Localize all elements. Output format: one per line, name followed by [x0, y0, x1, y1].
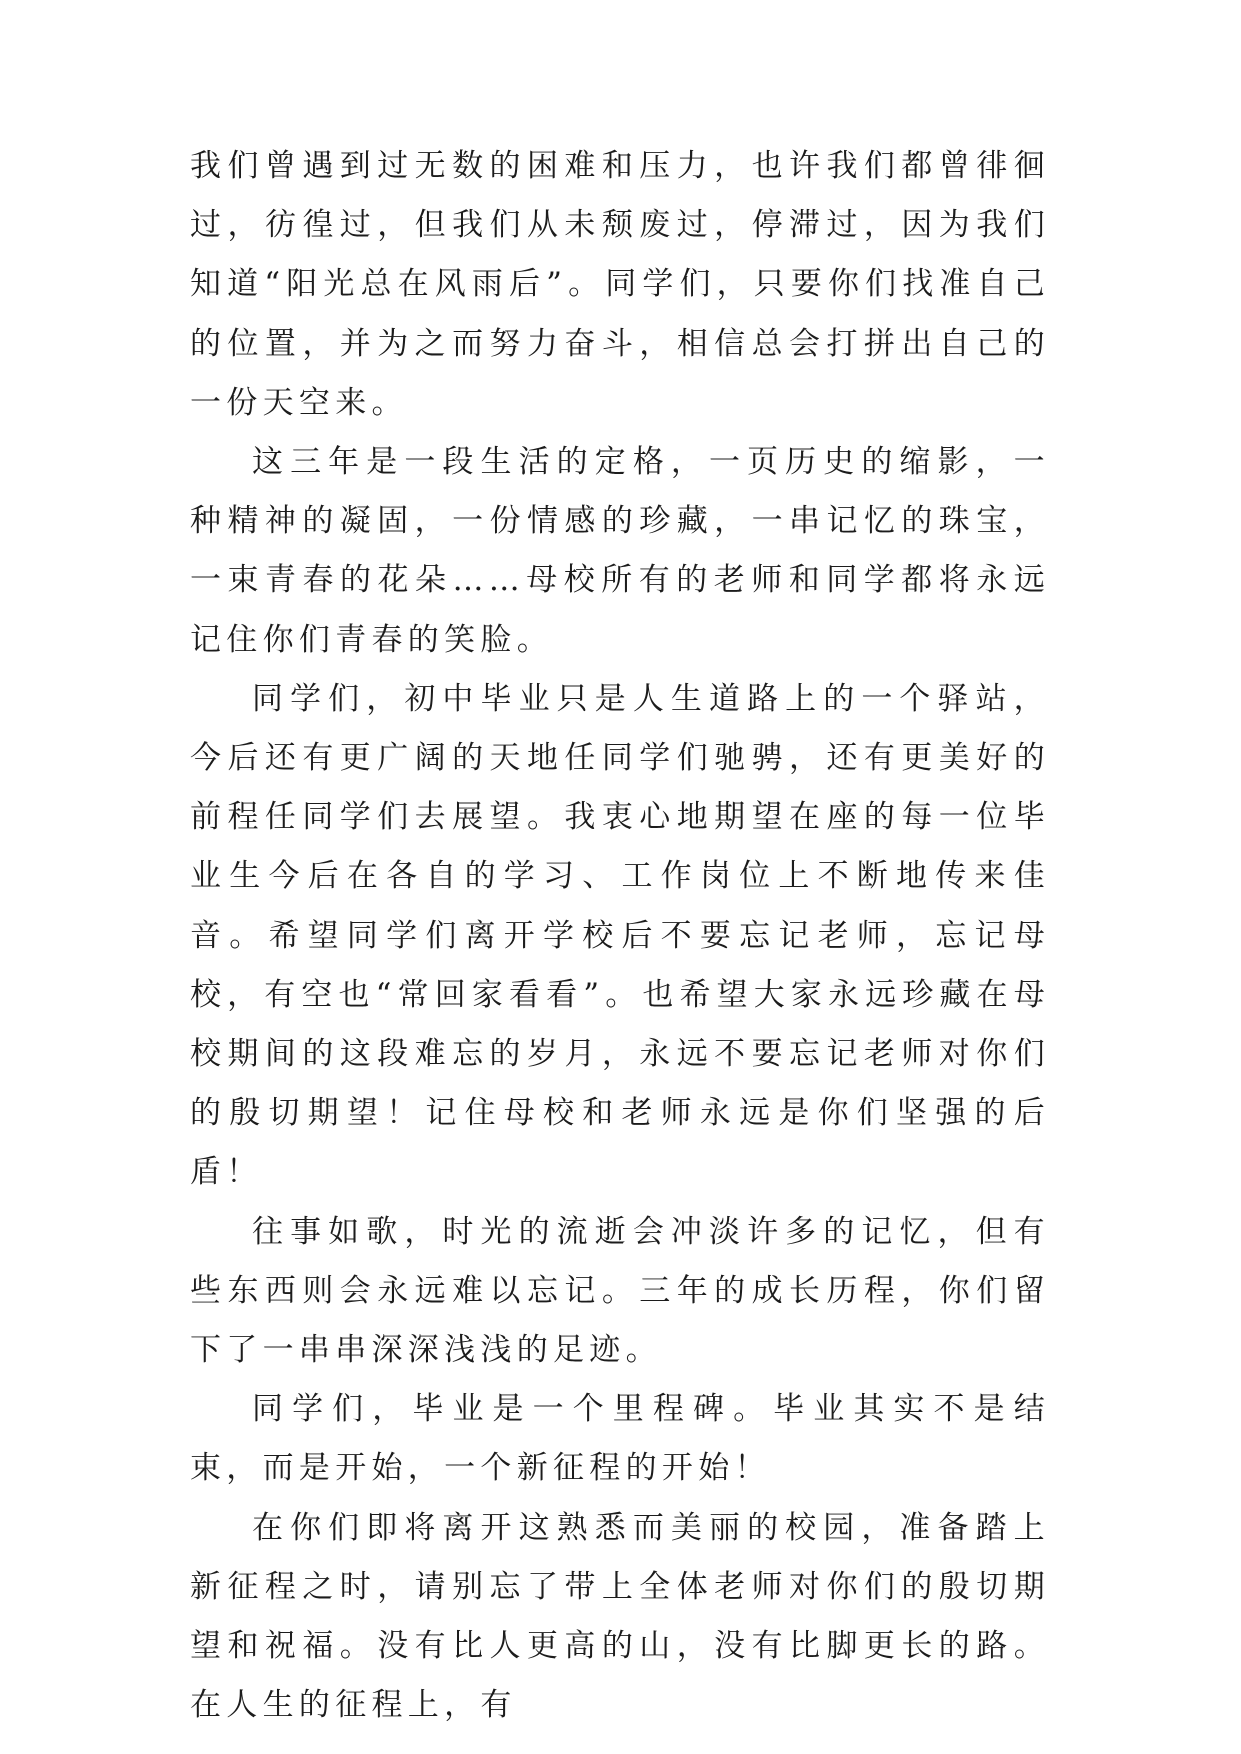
paragraph-continuation: 我们曾遇到过无数的困难和压力，也许我们都曾徘徊过，彷徨过，但我们从未颓废过，停滞过，因为我们知道“阳光总在风雨后”。同学们，只要你们找准自己的位置，并为之而努力奋斗，相信总会打拼出自己的一份天空来。: [190, 148, 1050, 421]
paragraph-graduation-wishes: 同学们，初中毕业只是人生道路上的一个驿站，今后还有更广阔的天地任同学们驰骋，还有更美好的前程任同学们去展望。我衷心地期望在座的每一位毕业生今后在各自的学习、工作岗位上不断地传来佳音。希望同学们离开学校后不要忘记老师，忘记母校，有空也“常回家看看”。也希望大家永远珍藏在母校期间的这段难忘的岁月，永远不要忘记老师对你们的殷切期望！记住母校和老师永远是你们坚强的后盾！: [190, 680, 1050, 1191]
document-body: [190, 137, 1050, 1735]
paragraph-new-journey: 在你们即将离开这熟悉而美丽的校园，准备踏上新征程之时，请别忘了带上全体老师对你们的殷切期望和祝福。没有比人更高的山，没有比脚更长的路。在人生的征程上，有: [190, 1509, 1050, 1724]
paragraph-memories: 往事如歌，时光的流逝会冲淡许多的记忆，但有些东西则会永远难以忘记。三年的成长历程，你们留下了一串串深深浅浅的足迹。: [190, 1213, 1050, 1369]
paragraph-milestone: 同学们，毕业是一个里程碑。毕业其实不是结束，而是开始，一个新征程的开始！: [190, 1391, 1050, 1487]
paragraph-three-years: 这三年是一段生活的定格，一页历史的缩影，一种精神的凝固，一份情感的珍藏，一串记忆的珠宝，一束青春的花朵……母校所有的老师和同学都将永远记住你们青春的笑脸。: [190, 444, 1050, 658]
